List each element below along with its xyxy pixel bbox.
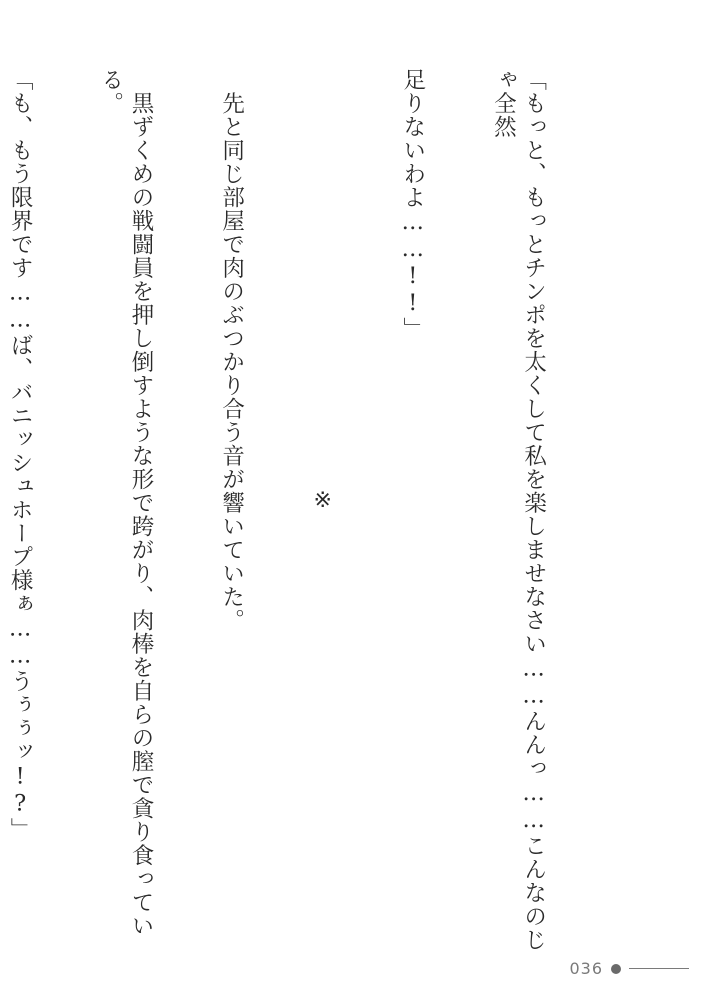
text-line: 先と同じ部屋で肉のぶつかり合う音が響いていた。 [218, 68, 245, 632]
folio-dot-icon [611, 964, 621, 974]
section-break-ornament: ※ [310, 488, 336, 514]
text-line: 足りないわよ……!!」 [399, 68, 426, 341]
page-folio [569, 959, 689, 978]
text-line: 黒ずくめの戦闘員を押し倒すような形で跨がり、肉棒を自らの膣で貪り食っている。 [97, 68, 154, 938]
page-number: 036 [569, 959, 603, 978]
page-body [0, 68, 609, 968]
folio-rule [629, 968, 689, 969]
text-line: 「も、もう限界です……ば、バニッシュホープ様ぁ……うぅぅッ!?」 [7, 68, 34, 841]
text-line: 「もっと、もっとチンポを太くして私を楽しませなさい……んんっ……こんなのじゃ全然 [490, 68, 547, 952]
